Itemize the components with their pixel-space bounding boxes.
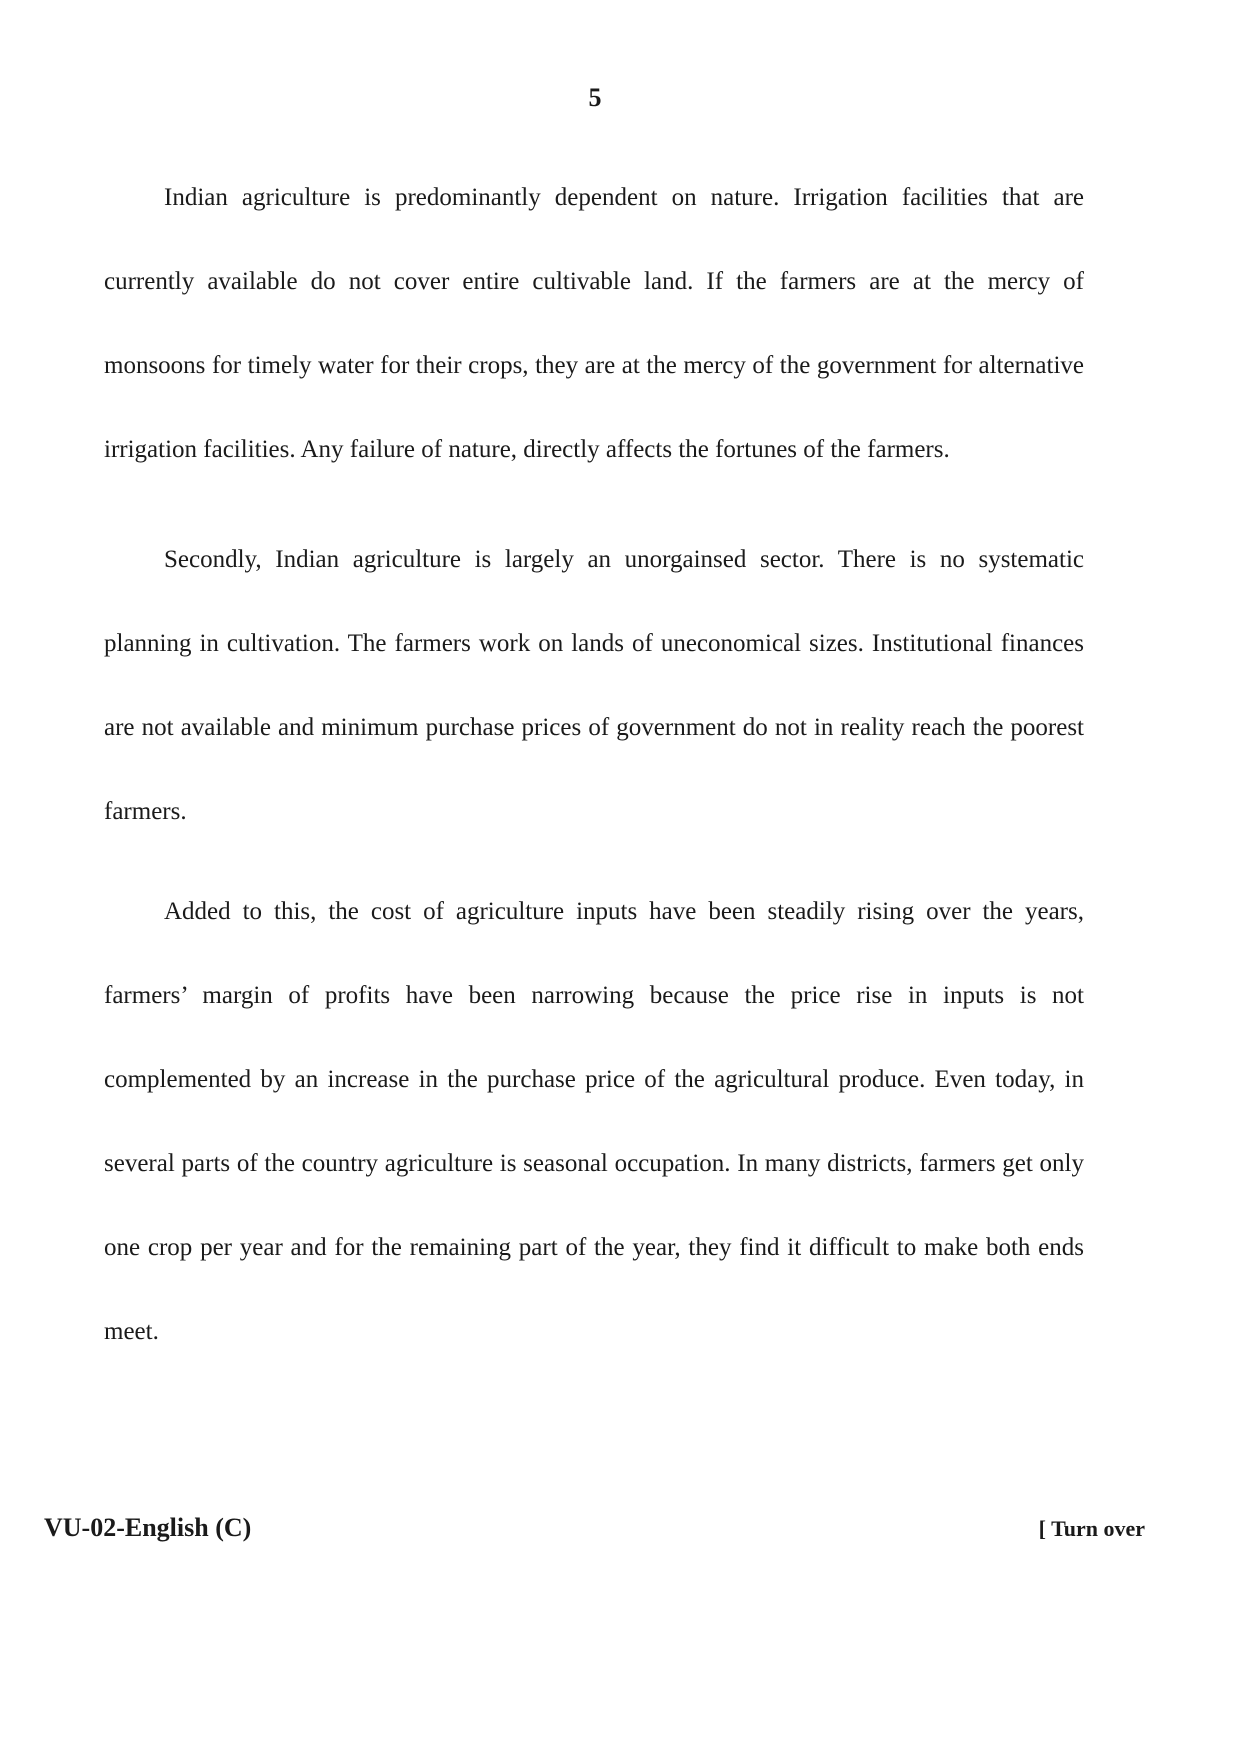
paper-code: VU-02-English (C): [44, 1513, 252, 1542]
page-number: 5: [588, 83, 602, 112]
turn-over-label: [ Turn over: [1038, 1516, 1145, 1541]
paragraph-3: Added to this, the cost of agriculture inputs have been steadily rising over the years, farmers’ margin of profits have been narrowing because the price rise in inputs is not complemented by an increase in the purchase price of the agricultural produce. Even today, in several parts of the country agriculture is seasonal occupation. In many districts, farmers get only one crop per year and for the remaining part of the year, they find it difficult to make both ends meet.: [104, 898, 1084, 1345]
paragraph-2: Secondly, Indian agriculture is largely an unorgainsed sector. There is no systematic planning in cultivation. The farmers work on lands of uneconomical sizes. Institutional finances are not available and minimum purchase prices of government do not in reality reach the poorest farmers.: [104, 546, 1084, 825]
paragraph-1: Indian agriculture is predominantly dependent on nature. Irrigation facilities that are currently available do not cover entire cultivable land. If the farmers are at the mercy of monsoons for timely water for their crops, they are at the mercy of the government for alternative irrigation facilities. Any failure of nature, directly affects the fortunes of the farmers.: [104, 184, 1084, 463]
passage-body: [104, 180, 1084, 1374]
